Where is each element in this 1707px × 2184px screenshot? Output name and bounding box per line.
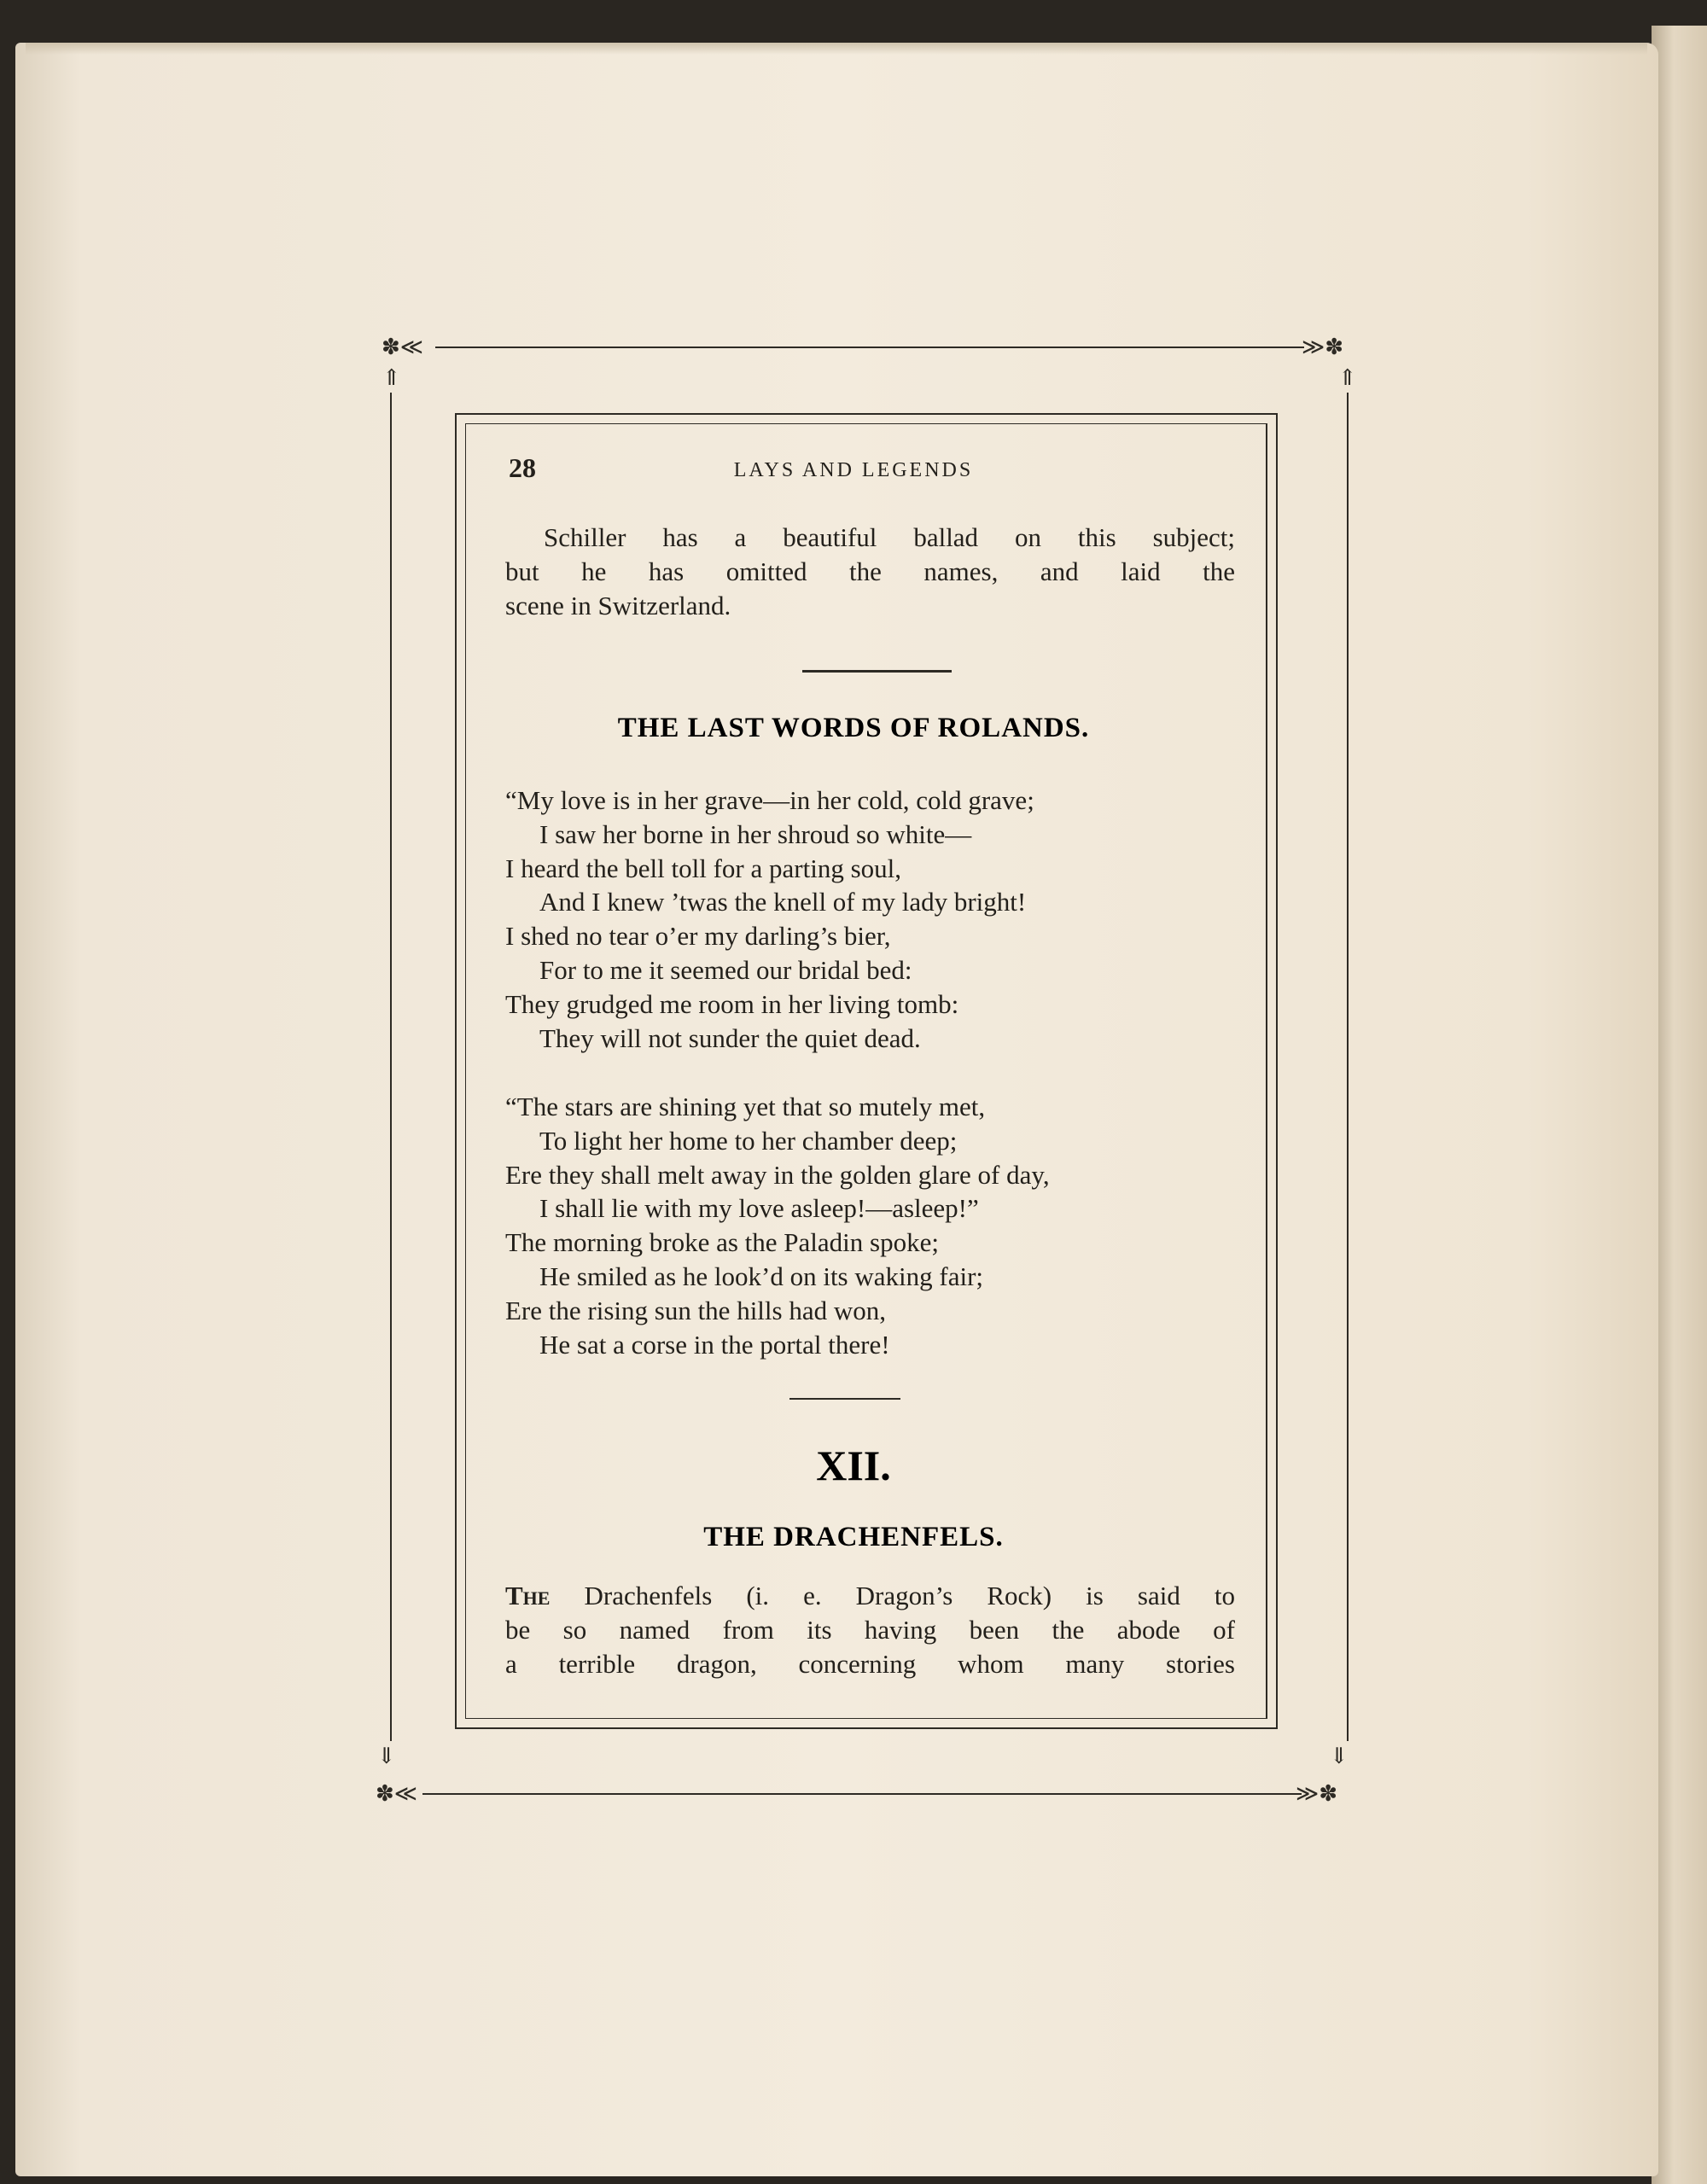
intro-line: Schiller has a beautiful ballad on this subject; [544, 522, 1235, 552]
running-head-text: LAYS AND LEGENDS [733, 459, 974, 481]
next-page-edge [1652, 26, 1707, 2184]
section-paragraph [505, 1579, 1235, 1681]
section-line: a terrible dragon, concerning whom many stories [505, 1649, 1235, 1679]
poem-line: I saw her borne in her shroud so white— [539, 818, 972, 849]
poem-line: He sat a corse in the portal there! [539, 1329, 890, 1360]
section-title: THE DRACHENFELS. [703, 1522, 1004, 1552]
poem-stanza-1 [505, 783, 1239, 1055]
section-line-text: Drachenfels (i. e. Dragon’s Rock) is said to [584, 1581, 1236, 1610]
poem-line: I heard the bell toll for a parting soul, [505, 853, 902, 883]
poem-line: “My love is in her grave—in her cold, cold grave; [505, 785, 1034, 815]
poem-line: The morning broke as the Paladin spoke; [505, 1227, 939, 1258]
divider-rule [789, 1398, 900, 1400]
intro-line: but he has omitted the names, and laid the [505, 556, 1235, 586]
poem-line: For to me it seemed our bridal bed: [539, 954, 912, 985]
poem-stanza-2 [505, 1090, 1239, 1361]
section-numeral: XII. [816, 1441, 891, 1489]
corner-ornament-icon: ✽≪ [382, 335, 424, 359]
corner-ornament-icon: ≫✽ [1296, 1781, 1338, 1806]
corner-ornament-icon: ≫✽ [1302, 335, 1344, 359]
page-edge-shadow [26, 43, 1647, 55]
intro-line: scene in Switzerland. [505, 591, 731, 620]
section-line [505, 1579, 1235, 1613]
arrow-down-ornament-icon: ⇓ [377, 1744, 396, 1768]
poem-line: I shall lie with my love asleep!—asleep!” [539, 1193, 979, 1224]
arrow-down-ornament-icon: ⇓ [1330, 1744, 1349, 1768]
poem-line: They will not sunder the quiet dead. [539, 1022, 921, 1053]
poem-line: And I knew ’twas the knell of my lady bright! [539, 887, 1027, 917]
section-line: be so named from its having been the abode of [505, 1615, 1235, 1645]
arrow-up-ornament-icon: ⇑ [1338, 365, 1357, 390]
poem-line: Ere the rising sun the hills had won, [505, 1295, 886, 1325]
page-number: 28 [509, 452, 536, 483]
poem-title: THE LAST WORDS OF ROLANDS. [617, 713, 1090, 743]
poem-line: To light her home to her chamber deep; [539, 1125, 958, 1156]
poem-line: I shed no tear o’er my darling’s bier, [505, 921, 891, 952]
intro-paragraph [505, 521, 1235, 623]
poem-line: Ere they shall melt away in the golden glare of day, [505, 1159, 1050, 1190]
arrow-up-ornament-icon: ⇑ [382, 365, 401, 390]
running-head [0, 459, 1707, 482]
poem-line: “The stars are shining yet that so mutely met, [505, 1092, 986, 1121]
poem-line: They grudged me room in her living tomb: [505, 988, 959, 1019]
divider-rule [802, 670, 952, 673]
drop-word: The [505, 1581, 551, 1610]
poem-line: He smiled as he look’d on its waking fair; [539, 1261, 984, 1291]
corner-ornament-icon: ✽≪ [376, 1781, 418, 1806]
